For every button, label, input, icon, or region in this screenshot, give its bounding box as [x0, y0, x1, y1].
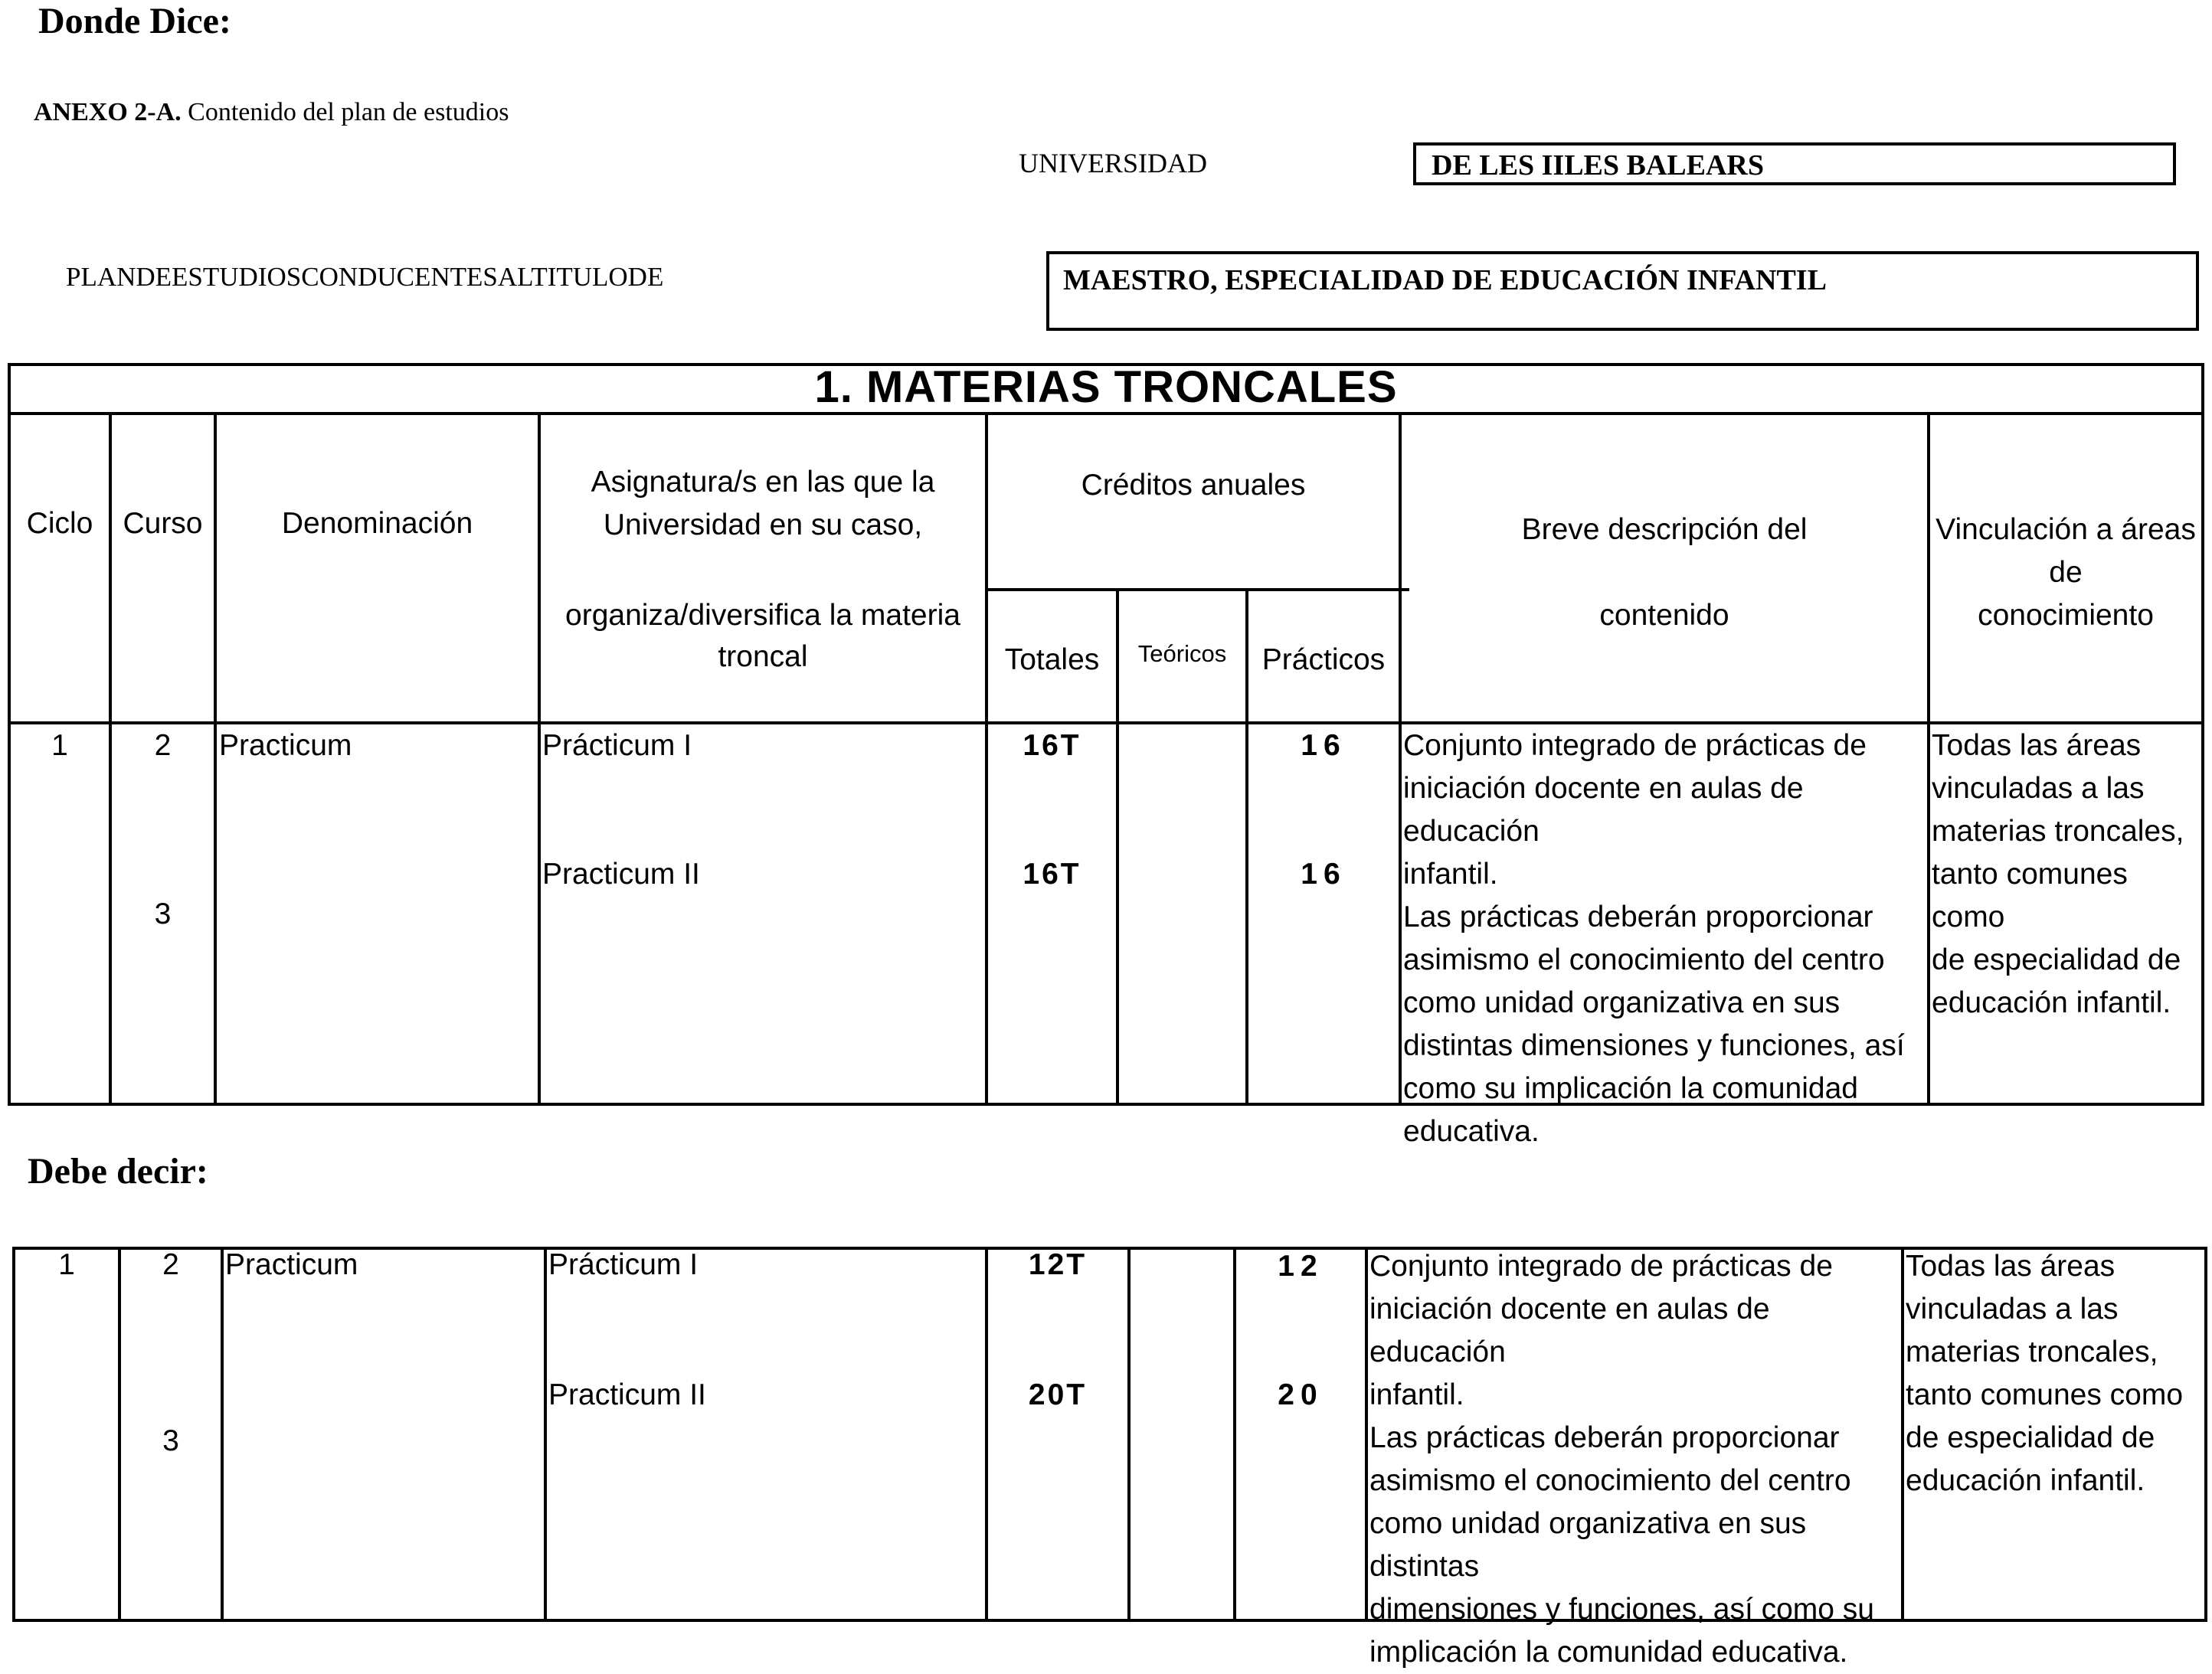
- descripcion-line: Conjunto integrado de prácticas de: [1369, 1250, 1833, 1283]
- totales-value: 20T: [1028, 1378, 1088, 1411]
- col-divider: [985, 1250, 988, 1619]
- anexo-label: ANEXO 2-A.: [34, 98, 182, 126]
- descripcion-line: Conjunto integrado de prácticas de: [1403, 729, 1867, 762]
- header-ciclo: Ciclo: [26, 507, 93, 540]
- totales-value: 16T: [1023, 858, 1081, 891]
- header-creditos: Créditos anuales: [1081, 469, 1306, 502]
- header-vinculacion-line1: Vinculación a áreas: [1936, 513, 2196, 546]
- vinculacion-line: de especialidad de: [1906, 1421, 2155, 1454]
- vinculacion-line: vinculadas a las: [1906, 1293, 2119, 1326]
- vinculacion-line: materias troncales,: [1932, 815, 2184, 848]
- asignatura-value: Practicum II: [548, 1378, 706, 1411]
- header-curso: Curso: [123, 507, 203, 540]
- table-title: 1. MATERIAS TRONCALES: [814, 362, 1398, 412]
- col-divider: [1127, 1250, 1131, 1619]
- header-asignatura-line2: Universidad en su caso,: [603, 508, 923, 541]
- vinculacion-line: materias troncales,: [1906, 1336, 2158, 1368]
- descripcion-line: iniciación docente en aulas de educación: [1403, 772, 1804, 848]
- descripcion-line: como su implicación la comunidad: [1403, 1072, 1858, 1105]
- totales-value: 16T: [1023, 729, 1081, 762]
- asignatura-value: Prácticum I: [548, 1248, 699, 1281]
- descripcion-line: dimensiones y funciones, así como su: [1369, 1593, 1875, 1626]
- header-asignatura-line4: troncal: [718, 640, 808, 673]
- col-divider: [544, 1250, 547, 1619]
- vinculacion-text: [1906, 1245, 2204, 1502]
- vinculacion-line: Todas las áreas: [1906, 1250, 2115, 1283]
- denominacion-value: Practicum: [225, 1248, 358, 1281]
- ciclo-value: 1: [51, 729, 68, 762]
- descripcion-line: Las prácticas deberán proporcionar: [1369, 1421, 1840, 1454]
- asignatura-value: Practicum II: [542, 858, 700, 891]
- vinculacion-line: educación infantil.: [1906, 1464, 2145, 1497]
- denominacion-value: Practicum: [219, 729, 352, 762]
- anexo-line: [34, 98, 509, 127]
- creditos-divider: [985, 588, 1409, 591]
- descripcion-text: [1403, 724, 1932, 1153]
- practicos-value: 16: [1301, 729, 1347, 762]
- col-divider: [1233, 1250, 1236, 1619]
- header-vinculacion-line3: conocimiento: [1978, 599, 2154, 632]
- totales-value: 12T: [1028, 1248, 1088, 1281]
- descripcion-line: como unidad organizativa en sus distintas: [1369, 1507, 1807, 1583]
- header-denominacion: Denominación: [281, 507, 473, 540]
- descripcion-line: infantil.: [1369, 1378, 1464, 1411]
- descripcion-line: implicación la comunidad educativa.: [1369, 1636, 1848, 1669]
- vinculacion-line: vinculadas a las: [1932, 772, 2145, 805]
- header-teoricos: Teóricos: [1137, 640, 1227, 667]
- header-asignatura-line1: Asignatura/s en las que la: [591, 466, 935, 499]
- curso-value: 3: [162, 1424, 179, 1457]
- header-breve-line1: Breve descripción del: [1521, 513, 1808, 546]
- universidad-value: DE LES IILES BALEARS: [1413, 142, 2176, 185]
- descripcion-line: Las prácticas deberán proporcionar: [1403, 901, 1873, 933]
- plan-value: MAESTRO, ESPECIALIDAD DE EDUCACIÓN INFANTIL: [1046, 251, 2199, 331]
- vinculacion-line: de especialidad de: [1932, 943, 2181, 976]
- vinculacion-line: tanto comunes como: [1932, 858, 2128, 933]
- vinculacion-text: [1932, 724, 2201, 1025]
- ciclo-value: 1: [58, 1248, 75, 1281]
- descripcion-text: [1369, 1245, 1903, 1674]
- header-vinculacion-line2: de: [2049, 556, 2083, 589]
- descripcion-line: educativa.: [1403, 1115, 1540, 1148]
- correccion-table: [12, 1247, 2207, 1669]
- vinculacion-line: tanto comunes como: [1906, 1378, 2184, 1411]
- col-divider: [221, 1250, 224, 1619]
- curso-value: 2: [154, 729, 172, 762]
- heading-donde-dice: Donde Dice:: [38, 1, 231, 41]
- curso-value: 3: [154, 897, 172, 930]
- descripcion-line: distintas dimensiones y funciones, así: [1403, 1029, 1905, 1062]
- asignatura-value: Prácticum I: [542, 729, 692, 762]
- descripcion-line: iniciación docente en aulas de educación: [1369, 1293, 1770, 1368]
- header-practicos: Prácticos: [1261, 643, 1386, 676]
- descripcion-line: asimismo el conocimiento del centro: [1403, 943, 1885, 976]
- descripcion-line: asimismo el conocimiento del centro: [1369, 1464, 1851, 1497]
- heading-debe-decir: Debe decir:: [28, 1151, 208, 1192]
- vinculacion-line: educación infantil.: [1932, 986, 2171, 1019]
- plan-label: PLANDEESTUDIOSCONDUCENTESALTITULODE: [66, 262, 664, 292]
- universidad-label: UNIVERSIDAD: [1019, 148, 1207, 178]
- header-asignatura-line3: organiza/diversifica la materia: [565, 599, 960, 632]
- practicos-value: 16: [1301, 858, 1347, 891]
- practicos-value: 12: [1278, 1250, 1324, 1283]
- materias-troncales-table: [8, 362, 2204, 1148]
- descripcion-line: como unidad organizativa en sus: [1403, 986, 1841, 1019]
- title-divider: [11, 412, 2201, 415]
- header-breve-line2: contenido: [1599, 599, 1729, 632]
- col-divider: [1365, 1250, 1368, 1619]
- curso-value: 2: [162, 1248, 179, 1281]
- vinculacion-line: Todas las áreas: [1932, 729, 2142, 762]
- header-totales: Totales: [1004, 643, 1100, 676]
- practicos-value: 20: [1278, 1378, 1324, 1411]
- descripcion-line: infantil.: [1403, 858, 1498, 891]
- anexo-text: Contenido del plan de estudios: [181, 98, 509, 126]
